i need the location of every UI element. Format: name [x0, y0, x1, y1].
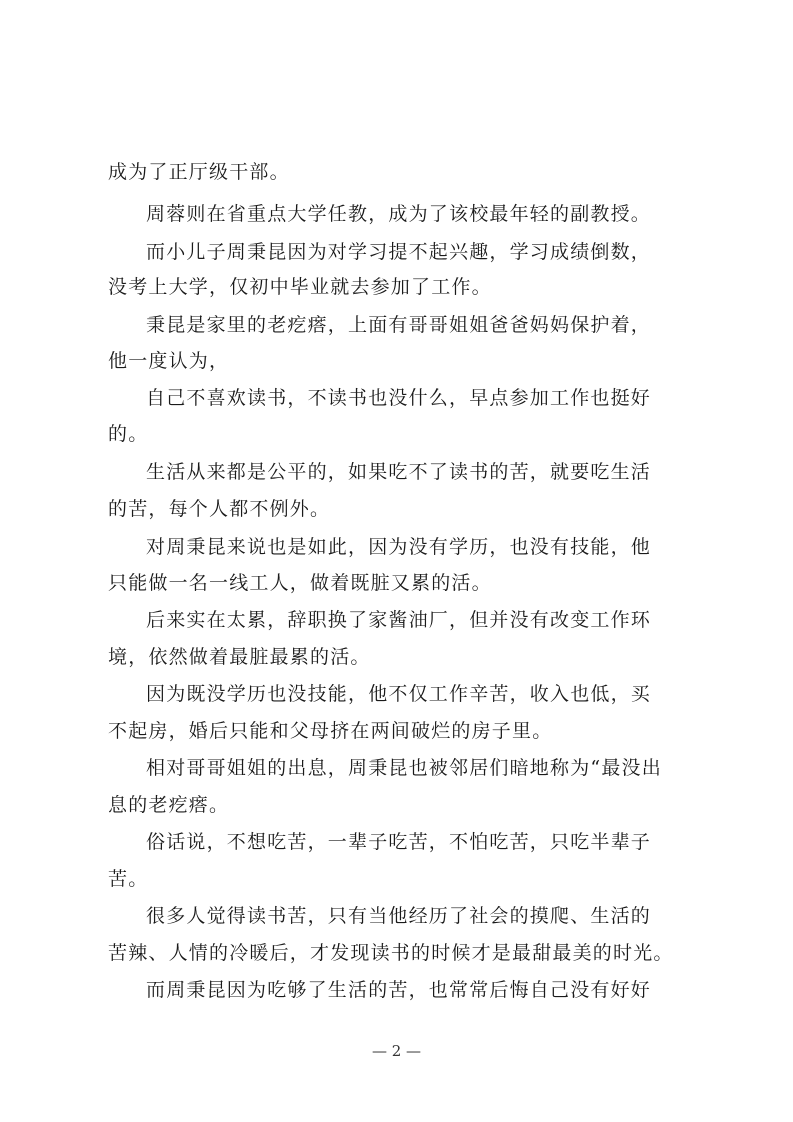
- text-line: 自己不喜欢读书，不读书也没什么，早点参加工作也挺好: [146, 387, 652, 409]
- text-line: 他一度认为，: [108, 350, 230, 372]
- text-line: 很多人觉得读书苦，只有当他经历了社会的摸爬、生活的: [146, 905, 652, 927]
- text-line: 成为了正厅级干部。: [108, 161, 290, 183]
- text-line: 相对哥哥姐姐的出息，周秉昆也被邻居们暗地称为“最没出: [146, 757, 662, 779]
- text-line: 俗话说，不想吃苦，一辈子吃苦，不怕吃苦，只吃半辈子: [146, 831, 652, 853]
- text-line: 生活从来都是公平的，如果吃不了读书的苦，就要吃生活: [146, 461, 652, 483]
- text-line: 对周秉昆来说也是如此，因为没有学历，也没有技能，他: [146, 536, 652, 558]
- page-number: — 2 —: [371, 1042, 422, 1060]
- text-line: 只能做一名一线工人，做着既脏又累的活。: [108, 572, 492, 594]
- text-line: 周蓉则在省重点大学任教，成为了该校最年轻的副教授。: [146, 203, 652, 225]
- text-line: 秉昆是家里的老疙瘩，上面有哥哥姐姐爸爸妈妈保护着，: [146, 314, 652, 336]
- text-line: 因为既没学历也没技能，他不仅工作辛苦，收入也低，买: [146, 683, 652, 705]
- text-line: 境，依然做着最脏最累的活。: [108, 646, 371, 668]
- text-line: 苦辣、人情的冷暖后，才发现读书的时候才是最甜最美的时光。: [108, 942, 674, 964]
- text-line: 息的老疙瘩。: [108, 794, 230, 816]
- text-line: 不起房，婚后只能和父母挤在两间破烂的房子里。: [108, 720, 553, 742]
- text-line: 苦。: [108, 868, 149, 890]
- text-line: 没考上大学，仅初中毕业就去参加了工作。: [108, 276, 492, 298]
- text-line: 而周秉昆因为吃够了生活的苦，也常常后悔自己没有好好: [146, 979, 652, 1001]
- text-line: 后来实在太累，辞职换了家酱油厂，但并没有改变工作环: [146, 609, 652, 631]
- text-line: 而小儿子周秉昆因为对学习提不起兴趣，学习成绩倒数，: [146, 241, 652, 263]
- text-line: 的苦，每个人都不例外。: [108, 498, 331, 520]
- text-line: 的。: [108, 423, 149, 445]
